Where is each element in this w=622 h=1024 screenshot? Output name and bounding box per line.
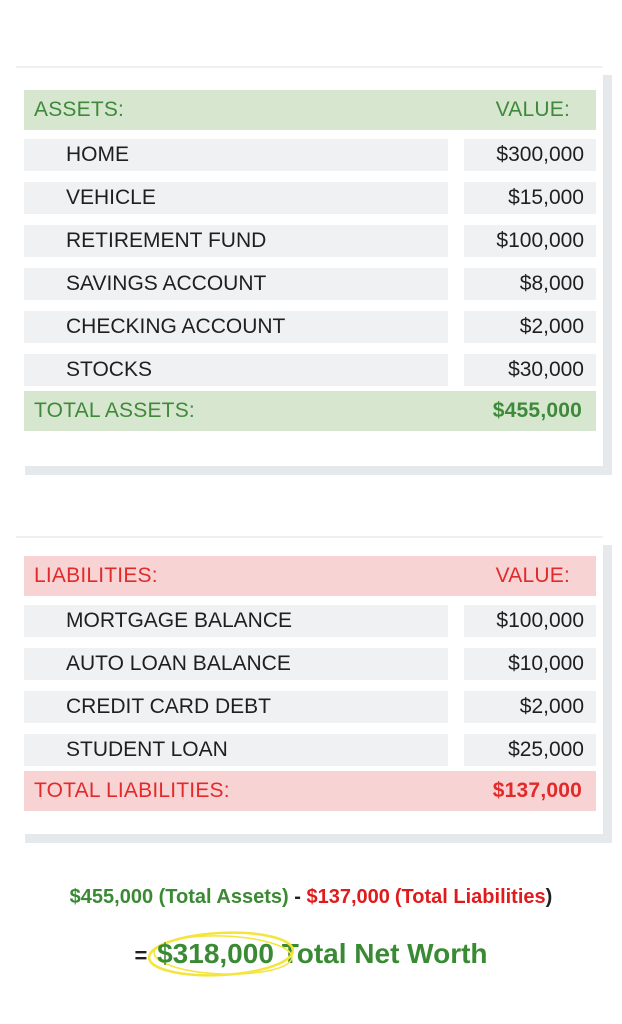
assets-table — [24, 90, 596, 431]
liabilities-total-value: $137,000 — [492, 779, 582, 802]
table-row — [24, 642, 596, 685]
table-row — [24, 176, 596, 219]
assets-total-value: $455,000 — [492, 399, 582, 422]
asset-name: STOCKS — [24, 354, 448, 386]
assets-card — [16, 66, 603, 466]
liabilities-total-row — [24, 771, 596, 811]
liability-value: $2,000 — [464, 691, 596, 723]
table-row — [24, 133, 596, 176]
table-row — [24, 219, 596, 262]
assets-total-label: TOTAL ASSETS: — [34, 399, 195, 422]
asset-value: $300,000 — [464, 139, 596, 171]
liabilities-card — [16, 536, 603, 834]
assets-header-value: VALUE: — [495, 98, 570, 121]
summary-minus: - — [294, 886, 301, 908]
liabilities-header-value: VALUE: — [495, 564, 570, 587]
liability-value: $10,000 — [464, 648, 596, 680]
liabilities-header-label: LIABILITIES: — [34, 564, 158, 587]
summary-liabilities-amount: $137,000 — [306, 886, 390, 908]
summary-equation — [0, 886, 622, 909]
asset-name: RETIREMENT FUND — [24, 225, 448, 257]
table-row — [24, 685, 596, 728]
table-row — [24, 262, 596, 305]
liability-name: CREDIT CARD DEBT — [24, 691, 448, 723]
liabilities-header — [24, 556, 596, 596]
asset-value: $30,000 — [464, 354, 596, 386]
liabilities-total-label: TOTAL LIABILITIES: — [34, 779, 230, 802]
net-worth-line — [0, 938, 622, 970]
summary-close-paren: ) — [545, 886, 553, 908]
summary-liabilities-note: (Total Liabilities — [394, 886, 546, 908]
table-row — [24, 728, 596, 771]
net-amount-wrapper — [157, 938, 274, 970]
net-amount: $318,000 — [157, 938, 274, 969]
asset-name: CHECKING ACCOUNT — [24, 311, 448, 343]
asset-value: $15,000 — [464, 182, 596, 214]
table-row — [24, 599, 596, 642]
table-row — [24, 348, 596, 391]
asset-name: SAVINGS ACCOUNT — [24, 268, 448, 300]
net-label: Total Net Worth — [281, 938, 488, 969]
liability-name: STUDENT LOAN — [24, 734, 448, 766]
table-row — [24, 305, 596, 348]
asset-value: $2,000 — [464, 311, 596, 343]
summary-assets-amount: $455,000 — [69, 886, 154, 908]
liability-value: $100,000 — [464, 605, 596, 637]
liability-value: $25,000 — [464, 734, 596, 766]
assets-header-label: ASSETS: — [34, 98, 125, 121]
asset-name: VEHICLE — [24, 182, 448, 214]
liability-name: AUTO LOAN BALANCE — [24, 648, 448, 680]
asset-value: $8,000 — [464, 268, 596, 300]
assets-header — [24, 90, 596, 130]
liability-name: MORTGAGE BALANCE — [24, 605, 448, 637]
summary-assets-note: (Total Assets) — [158, 886, 289, 908]
asset-name: HOME — [24, 139, 448, 171]
asset-value: $100,000 — [464, 225, 596, 257]
liabilities-table — [24, 556, 596, 811]
assets-total-row — [24, 391, 596, 431]
net-equals: = — [134, 943, 148, 968]
